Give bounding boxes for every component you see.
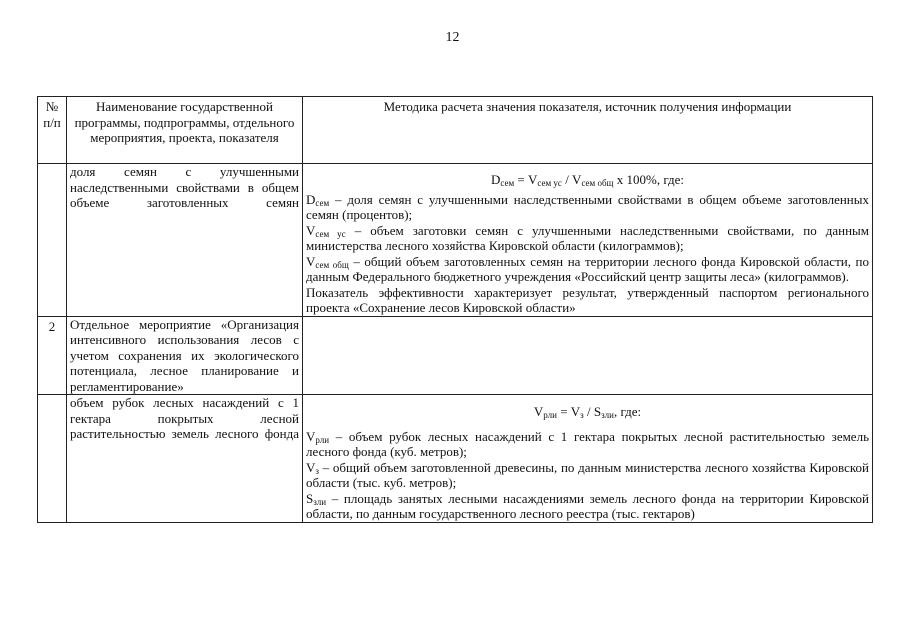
page-number: 12 xyxy=(445,30,460,45)
formula-lhs: D xyxy=(490,172,501,187)
row-num xyxy=(38,164,67,317)
row-method xyxy=(303,316,873,395)
definition: $V_{сем общ}$ – общий объем заготовленных семян на территории лесного фонда Кировской области, по данным Федерального бюджетного учреждения «Российский центр защиты леса» (килограммов). xyxy=(306,253,869,284)
row-name xyxy=(67,316,303,395)
row-method xyxy=(303,164,873,317)
formula xyxy=(306,404,869,420)
note: Показатель эффективности характеризует результат, утвержденный паспортом регионального проекта «Сохранение лесов Кировской области» xyxy=(306,284,869,315)
formula-lhs-sub: рли xyxy=(543,410,557,420)
formula-v2-sub: сем общ xyxy=(581,178,614,188)
definition: $D_{сем}$ – доля семян с улучшенными наследственными свойствами в общем объеме заготовленных семян (процентов); xyxy=(306,191,869,222)
header-name: Наименование государственной программы, подпрограммы, отдельного мероприятия, проекта, показателя xyxy=(67,97,303,164)
indicator-table xyxy=(37,96,873,523)
table-header-row xyxy=(38,97,873,164)
table-row xyxy=(38,395,873,523)
definition: $S_{зли}$ – площадь занятых лесными насаждениями земель лесного фонда на территории Кировской области, по данным государственного лесного реестра (тыс. гектаров) xyxy=(306,490,869,521)
table-row xyxy=(38,164,873,317)
header-method: Методика расчета значения показателя, источник получения информации xyxy=(303,97,873,164)
formula xyxy=(306,172,869,188)
formula-slash: / S xyxy=(583,404,602,419)
row-name-text: объем рубок лесных насаждений с 1 гектара покрытых лесной растительностью земель лесного фонда xyxy=(70,395,299,441)
formula-lhs: V xyxy=(533,404,544,419)
formula-slash: / V xyxy=(561,172,582,187)
row-num xyxy=(38,395,67,523)
definition: $V_{сем ус}$ – объем заготовки семян с улучшенными наследственными свойствами, по данным министерства лесного хозяйства Кировской области (килограммов); xyxy=(306,222,869,253)
formula-tail: x 100%, где: xyxy=(613,172,685,187)
formula-v1-sub: сем ус xyxy=(537,178,562,188)
definition: $V_{рли}$ – объем рубок лесных насаждений с 1 гектара покрытых лесной растительностью земель лесного фонда (куб. метров); xyxy=(306,428,869,459)
row-name xyxy=(67,164,303,317)
row-name-text: доля семян с улучшенными наследственными свойствами в общем объеме заготовленных семян xyxy=(70,164,299,210)
formula-v1-sub: з xyxy=(580,410,584,420)
row-method xyxy=(303,395,873,523)
table-row xyxy=(38,316,873,395)
formula-eq: = V xyxy=(514,172,538,187)
row-name xyxy=(67,395,303,523)
row-name-text: Отдельное мероприятие «Организация интенсивного использования лесов с учетом сохранения их экологического потенциала, лесное планирование и регламентирование» xyxy=(70,316,299,394)
formula-tail: , где: xyxy=(613,404,642,419)
row-num: 2 xyxy=(38,316,67,395)
formula-eq: = V xyxy=(556,404,581,419)
formula-v2-sub: зли xyxy=(601,410,614,420)
formula-lhs-sub: сем xyxy=(500,178,515,188)
header-num: № п/п xyxy=(38,97,67,164)
definition: $V_з$ – общий объем заготовленной древесины, по данным министерства лесного хозяйства Кировской области (тыс. куб. метров); xyxy=(306,459,869,490)
